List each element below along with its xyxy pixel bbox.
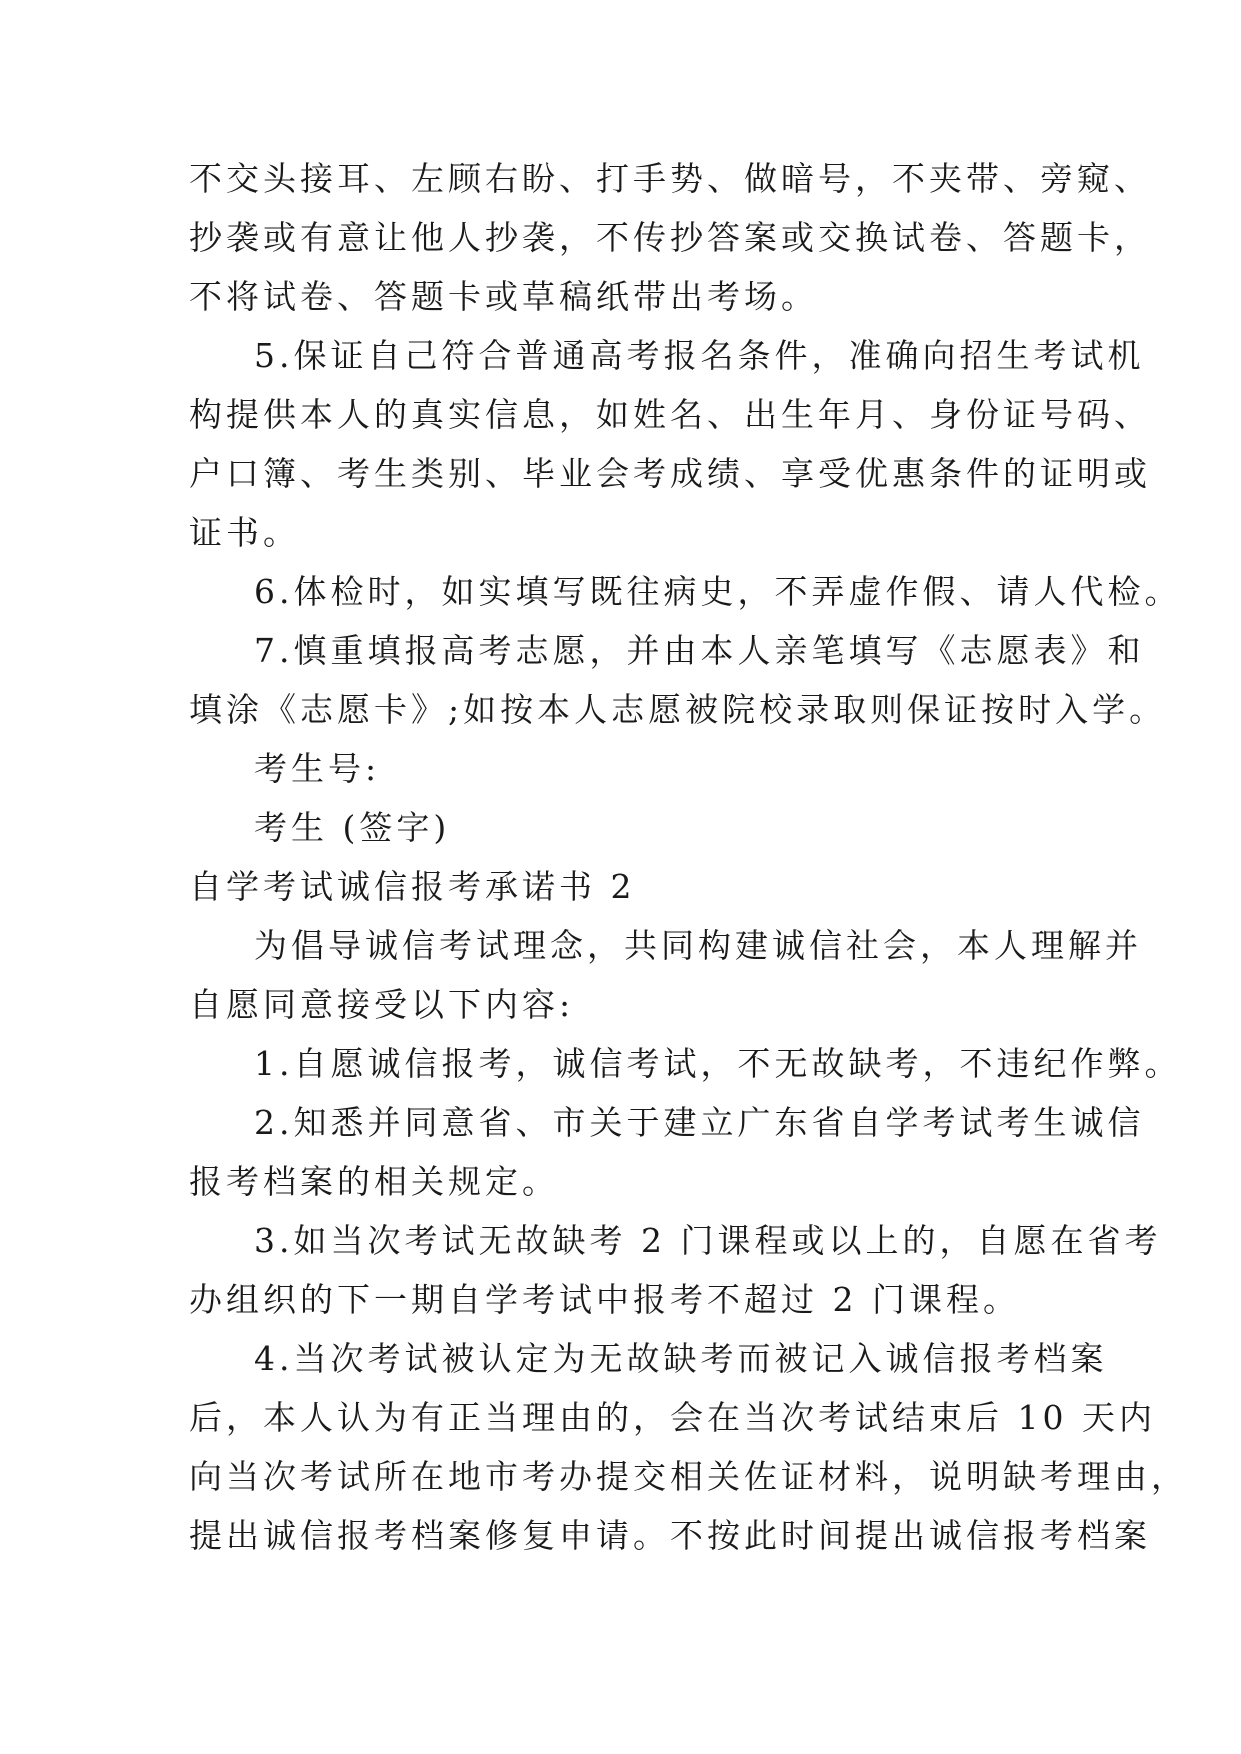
text-line: 2.知悉并同意省、市关于建立广东省自学考试考生诚信 — [254, 1103, 1145, 1142]
text-line: 6.体检时，如实填写既往病史，不弄虚作假、请人代检。 — [254, 572, 1182, 611]
text-line: 办组织的下一期自学考试中报考不超过 2 门课程。 — [189, 1280, 1020, 1319]
text-line: 报考档案的相关规定。 — [189, 1162, 559, 1201]
text-line: 不交头接耳、左顾右盼、打手势、做暗号，不夹带、旁窥、 — [189, 159, 1151, 198]
text-line: 为倡导诚信考试理念，共同构建诚信社会，本人理解并 — [254, 926, 1142, 965]
text-line: 提出诚信报考档案修复申请。不按此时间提出诚信报考档案 — [189, 1516, 1151, 1555]
text-line: 自愿同意接受以下内容: — [189, 985, 575, 1024]
text-line: 4.当次考试被认定为无故缺考而被记入诚信报考档案 — [254, 1339, 1108, 1378]
text-line: 7.慎重填报高考志愿，并由本人亲笔填写《志愿表》和 — [254, 631, 1145, 670]
text-line: 1.自愿诚信报考，诚信考试，不无故缺考，不违纪作弊。 — [254, 1044, 1182, 1083]
text-line: 抄袭或有意让他人抄袭，不传抄答案或交换试卷、答题卡， — [189, 218, 1151, 257]
text-line: 不将试卷、答题卡或草稿纸带出考场。 — [189, 277, 818, 316]
text-line: 后，本人认为有正当理由的，会在当次考试结束后 10 天内 — [189, 1398, 1156, 1437]
text-line: 证书。 — [189, 513, 300, 552]
text-line: 向当次考试所在地市考办提交相关佐证材料，说明缺考理由， — [189, 1457, 1188, 1496]
text-line: 户口簿、考生类别、毕业会考成绩、享受优惠条件的证明或 — [189, 454, 1151, 493]
text-line: 3.如当次考试无故缺考 2 门课程或以上的，自愿在省考 — [254, 1221, 1162, 1260]
section-title: 自学考试诚信报考承诺书 2 — [189, 867, 636, 906]
candidate-number-label: 考生号: — [254, 749, 381, 788]
candidate-signature-label: 考生 (签字) — [254, 808, 451, 847]
text-line: 5.保证自己符合普通高考报名条件，准确向招生考试机 — [254, 336, 1145, 375]
text-line: 构提供本人的真实信息，如姓名、出生年月、身份证号码、 — [189, 395, 1151, 434]
text-line: 填涂《志愿卡》;如按本人志愿被院校录取则保证按时入学。 — [189, 690, 1167, 729]
